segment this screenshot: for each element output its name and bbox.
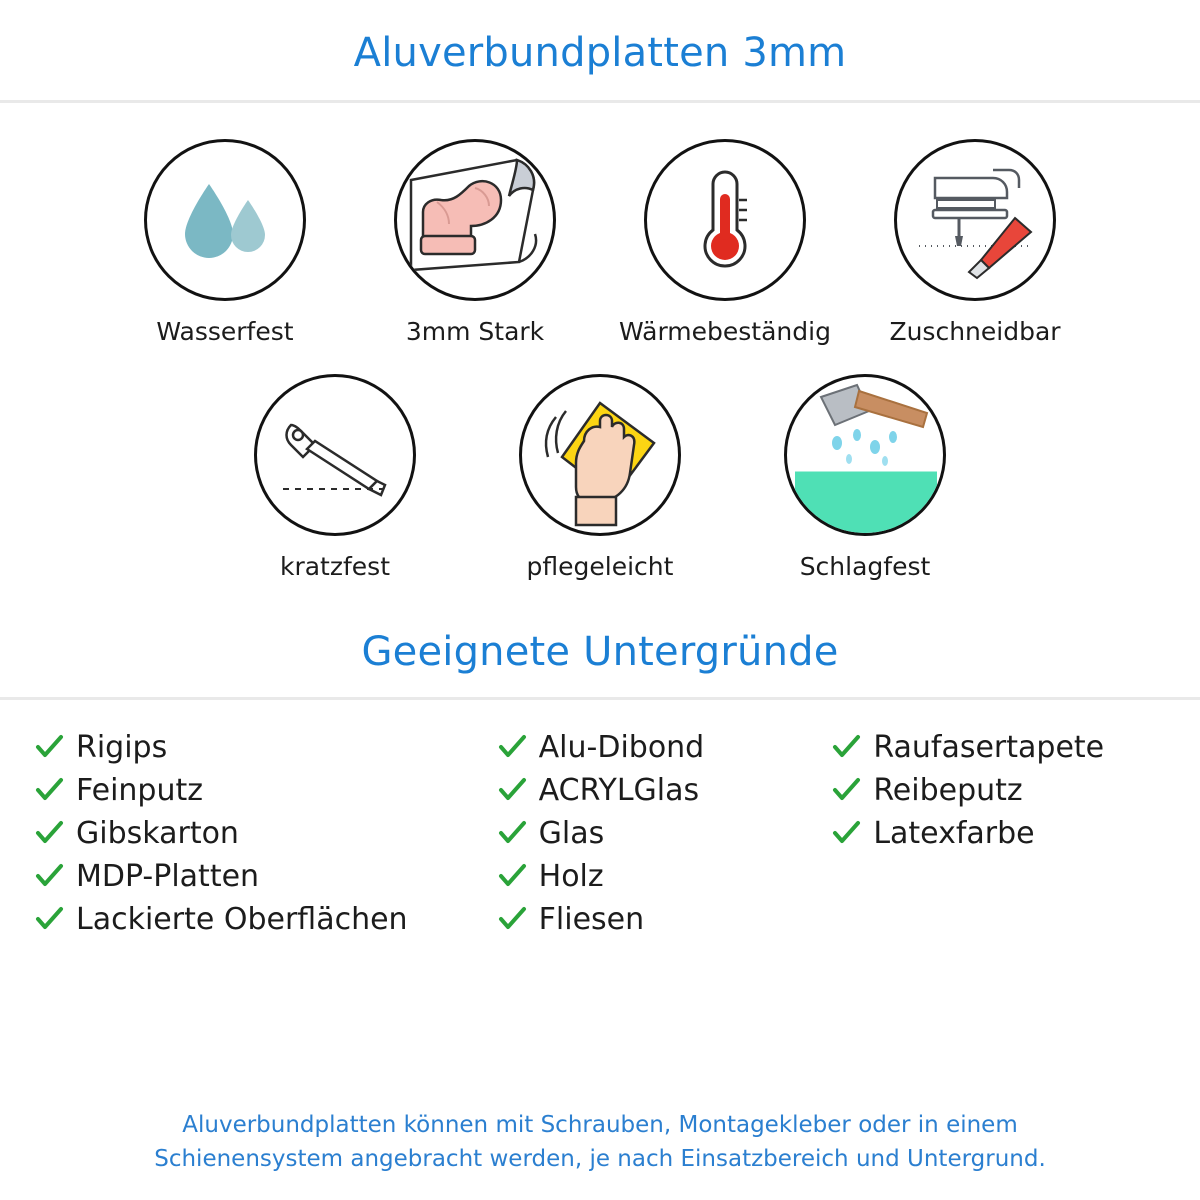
saw-scratch-icon xyxy=(257,377,413,533)
list-item-label: Reibeputz xyxy=(873,772,1023,808)
footnote xyxy=(0,1109,1200,1176)
substrates-list xyxy=(0,700,1200,941)
list-item xyxy=(34,812,497,854)
list-item-label: Feinputz xyxy=(76,772,203,808)
green-check-icon xyxy=(831,732,861,762)
feature-icon-circle xyxy=(519,374,681,536)
green-check-icon xyxy=(831,818,861,848)
feature-3mm-stark xyxy=(350,139,600,346)
feature-wasserfest xyxy=(100,139,350,346)
list-item-label: Raufasertapete xyxy=(873,729,1105,765)
list-item xyxy=(831,726,1166,768)
feature-label: Wasserfest xyxy=(156,317,294,346)
feature-icon-circle xyxy=(784,374,946,536)
substrates-column-2 xyxy=(497,726,832,941)
water-drops-icon xyxy=(147,142,303,298)
feature-zuschneidbar xyxy=(850,139,1100,346)
list-item-label: Glas xyxy=(538,815,605,851)
substrates-title: Geeignete Untergründe xyxy=(361,629,839,675)
feature-label: 3mm Stark xyxy=(405,317,545,346)
list-item-label: Gibskarton xyxy=(76,815,239,851)
feature-pflegeleicht xyxy=(468,374,733,581)
list-item xyxy=(497,769,832,811)
feature-grid xyxy=(0,103,1200,581)
list-item xyxy=(34,769,497,811)
jigsaw-cutter-icon xyxy=(897,142,1053,298)
feature-label: kratzfest xyxy=(279,552,390,581)
list-item xyxy=(497,855,832,897)
list-item xyxy=(497,812,832,854)
footnote-line-2: Schienensystem angebracht werden, je nach Einsatzbereich und Untergrund. xyxy=(154,1145,1046,1172)
feature-label: Zuschneidbar xyxy=(889,317,1061,346)
feature-kratzfest xyxy=(203,374,468,581)
green-check-icon xyxy=(34,818,64,848)
list-item-label: ACRYLGlas xyxy=(538,772,700,808)
green-check-icon xyxy=(497,732,527,762)
green-check-icon xyxy=(831,775,861,805)
substrates-column-1 xyxy=(34,726,497,941)
green-check-icon xyxy=(497,818,527,848)
feature-label: pflegeleicht xyxy=(526,552,674,581)
list-item xyxy=(34,855,497,897)
green-check-icon xyxy=(34,861,64,891)
feature-row-1 xyxy=(0,139,1200,346)
list-item xyxy=(831,812,1166,854)
feature-row-2 xyxy=(0,374,1200,581)
page-title: Aluverbundplatten 3mm xyxy=(353,30,847,76)
list-item-label: Alu-Dibond xyxy=(538,729,705,765)
list-item xyxy=(34,726,497,768)
feature-icon-circle xyxy=(894,139,1056,301)
list-item xyxy=(497,898,832,940)
feature-icon-circle xyxy=(144,139,306,301)
list-item-label: Holz xyxy=(538,858,604,894)
footnote-line-1: Aluverbundplatten können mit Schrauben, Montagekleber oder in einem xyxy=(182,1112,1018,1139)
list-item-label: Latexfarbe xyxy=(873,815,1035,851)
flexing-arm-icon xyxy=(397,142,553,298)
list-item xyxy=(34,898,497,940)
thermometer-icon xyxy=(647,142,803,298)
feature-waermebestaendig xyxy=(600,139,850,346)
green-check-icon xyxy=(497,775,527,805)
list-item-label: Lackierte Oberflächen xyxy=(76,901,408,937)
feature-icon-circle xyxy=(644,139,806,301)
green-check-icon xyxy=(497,861,527,891)
feature-schlagfest xyxy=(733,374,998,581)
feature-icon-circle xyxy=(254,374,416,536)
green-check-icon xyxy=(497,904,527,934)
feature-label: Wärmebeständig xyxy=(619,317,831,346)
green-check-icon xyxy=(34,775,64,805)
green-check-icon xyxy=(34,732,64,762)
list-item xyxy=(831,769,1166,811)
list-item xyxy=(497,726,832,768)
cleaning-hand-cloth-icon xyxy=(522,377,678,533)
substrates-column-3 xyxy=(831,726,1166,941)
list-item-label: MDP-Platten xyxy=(76,858,260,894)
list-item-label: Rigips xyxy=(76,729,168,765)
list-item-label: Fliesen xyxy=(538,901,645,937)
feature-icon-circle xyxy=(394,139,556,301)
hammer-impact-icon xyxy=(787,377,943,533)
green-check-icon xyxy=(34,904,64,934)
feature-label: Schlagfest xyxy=(799,552,931,581)
